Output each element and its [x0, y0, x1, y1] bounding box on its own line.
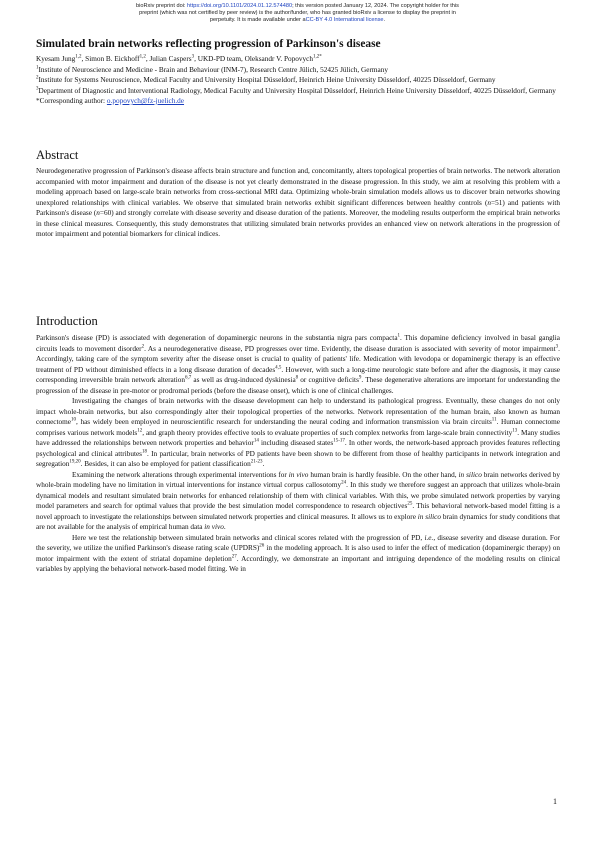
license-link[interactable]: CC-BY 4.0 International license [305, 17, 384, 23]
header-text: bioRxiv preprint doi: [136, 3, 188, 9]
intro-paragraph-1: Parkinson's disease (PD) is associated with degeneration of dopaminergic neurons in the substantia nigra pars compacta$^1$. This dopamine deficiency involved in basal ganglia circuits leads to movement disorder$^2$. As a neurodegenerative disease, PD progresses over time. Evidently, the disease duration is associated with severity of motor impairment$^3$. Accordingly, taking care of the symptom severity after the disease onset is crucial to quality of patients' life. Medication with levodopa or dopaminergic therapy is an effective treatment of PD without diminished effects in a long disease duration of decades$^{4,5}$. However, with such a long-time neurologic state before and after the diagnosis, it may cause corresponding irreversible brain network alteration$^{6,7}$ as well as drug-induced dyskinesia$^8$ or cognitive deficits$^9$. These degenerative alterations are important for understanding the progression of the disease in pre-motor or prodromal periods (before the disease onset), which is one of clinical challenges. [36, 333, 560, 395]
introduction-text [36, 333, 560, 575]
affiliation-2: $^2$Institute for Systems Neuroscience, Medical Faculty and University Hospital Düsseldorf, Heinrich Heine University Düsseldorf, 40225 Düsseldorf, Germany [36, 75, 496, 84]
intro-paragraph-3: Examining the network alterations through experimental interventions for in vivo human brain is hardly feasible. On the other hand, in silico brain networks derived by whole-brain modeling have no limitation in virtual interventions for instance virtual corpus callosotomy$^{24}$. In this study we therefore suggest an approach that utilizes whole-brain dynamical models and resultant simulated brain networks for enhanced relationship of them with clinical variables. With this, we probe simulated network properties by varying model parameters and search for optimal values that provide the best simulation model correspondence to research objectives$^{25}$. This behavioral network-based model fitting is a novel approach to investigate the relationships between simulated network properties and clinical measures. It allows us to explore in silico brain dynamics for study conditions that are not available for the analysis of empirical human data in vivo. [36, 470, 560, 531]
affiliation-1: $^1$Institute of Neuroscience and Medicine - Brain and Behaviour (INM-7), Research Centre Jülich, 52425 Jülich, Germany [36, 65, 389, 74]
header-text: perpetuity. It is made available under a [209, 17, 306, 23]
doi-link[interactable]: https://doi.org/10.1101/2024.01.12.574480 [187, 3, 293, 9]
preprint-header-line-2: preprint (which was not certified by peer review) is the author/funder, who has granted bioRxiv a license to display the preprint in [139, 10, 456, 16]
introduction-heading: Introduction [36, 314, 98, 328]
page-number: 1 [553, 797, 557, 806]
abstract-text [36, 166, 560, 240]
corresponding-author [36, 96, 560, 107]
header-text: ; this version posted January 12, 2024. The copyright holder for this [292, 3, 459, 9]
abstract-heading: Abstract [36, 148, 79, 162]
affiliation-3: $^3$Department of Diagnostic and Interventional Radiology, Medical Faculty and University Hospital Düsseldorf, Heinrich Heine University Düsseldorf, 40225 Düsseldorf, Germany [36, 86, 556, 95]
author-list: Kyesam Jung$^{1,2}$, Simon B. Eickhoff$^{1,2}$, Julian Caspers$^3$, UKD-PD team, Oleksandr V. Popovych$^{1,2*}$ [36, 54, 322, 63]
preprint-header-line-1 [0, 3, 595, 10]
email-link[interactable]: o.popovych@fz-juelich.de [106, 97, 185, 105]
intro-paragraph-2: Investigating the changes of brain networks with the disease development can help to understand its pathological progress. Eventually, these changes do not only impact whole-brain networks, but also correspondingly alter their topological properties of the networks. Network representation of the human brain, also known as human connectome$^{10}$, has widely been employed in neuroscientific research for understanding the neural coding and information transmission via brain circuits$^{11}$. Human connectome comprises various network models$^{12}$, and graph theory provides effective tools to evaluate properties of such complex networks from large-scale brain connectivity$^{13}$. Many studies have addressed the relationships between network properties and behavior$^{14}$ including diseased states$^{15-17}$. In other words, the network-based approach provides features reflecting psychological and clinical attributes$^{18}$. In particular, brain networks of PD patients have been shown to be different from those of healthy participants in network integration and segregation$^{19,20}$. Besides, it can also be employed for patient classification$^{21-23}$. [36, 397, 560, 468]
abstract-paragraph: Neurodegenerative progression of Parkinson's disease affects brain structure and function and, concomitantly, alters topological properties of brain networks. The network alteration accompanied with motor impairment and duration of the disease is not yet clearly demonstrated in the disease progression. In this study, we aim at resolving this problem with a modeling approach based on large-scale brain networks from cross-sectional MRI data. Optimizing whole-brain simulation models allows us to discover brain networks showing unexplored relationships with clinical variables. We observe that simulated brain networks exhibit significant differences between healthy controls (n=51) and patients with Parkinson's disease (n=60) and strongly correlate with disease severity and disease duration of the patients. Moreover, the modeling results outperform the empirical brain networks in these clinical measures. Consequently, this study demonstrates that utilizing simulated brain networks provides an enhanced view on network alterations in the progression of motor impairment and potential biomarkers for clinical indices. [36, 167, 560, 238]
corresponding-label: *Corresponding author: [36, 97, 107, 105]
intro-paragraph-4: Here we test the relationship between simulated brain networks and clinical scores related with the progression of PD, i.e., disease severity and disease duration. For the severity, we utilize the unified Parkinson's disease rating scale (UPDRS)$^{26}$ in the modeling approach. It is also used to infer the effect of medication (dopaminergic therapy) on motor impairment with the extent of striatal dopamine depletion$^{27}$. Accordingly, we demonstrate an important and intriguing dependence of the modeling results on clinical variables by applying the behavioral network-based model fitting. We in [36, 533, 561, 573]
header-text: . [383, 17, 386, 23]
preprint-header-line-3 [0, 17, 595, 24]
paper-title: Simulated brain networks reflecting progression of Parkinson's disease [36, 38, 381, 50]
author-block [36, 54, 560, 107]
